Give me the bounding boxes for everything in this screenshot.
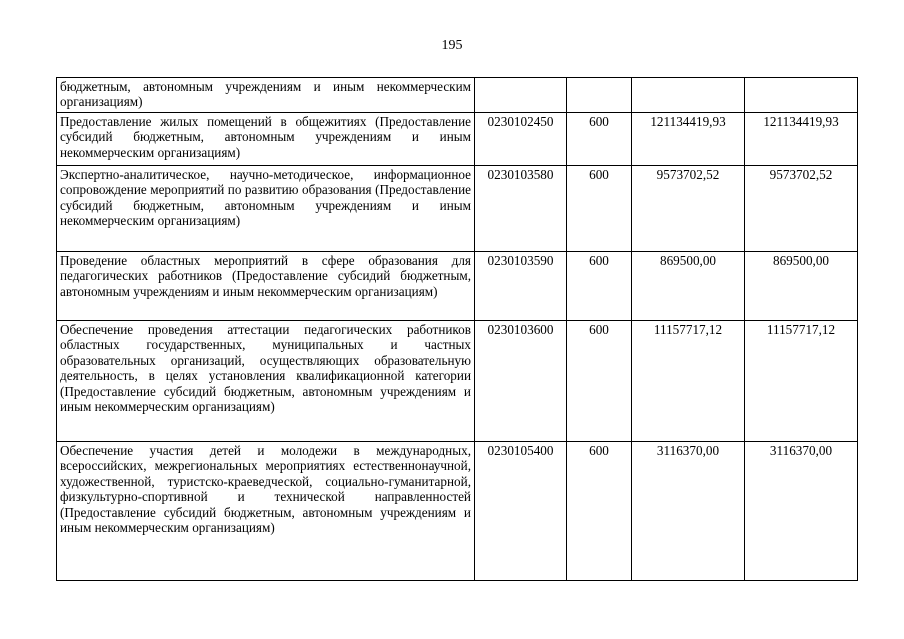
target-article-code: 0230103600: [475, 321, 567, 442]
amount-cell: 11157717,12: [632, 321, 745, 442]
target-article-code: 0230103590: [475, 252, 567, 321]
amount-cell: 121134419,93: [745, 113, 858, 166]
row-description: Экспертно-аналитическое, научно-методическое, информационное сопровождение мероприятий по развитию образования (Предоставление субсидий бюджетным, автономным учреждениям и иным некоммерческим организациям): [57, 166, 475, 252]
target-article-code: 0230103580: [475, 166, 567, 252]
amount-cell: [632, 78, 745, 113]
row-description: Предоставление жилых помещений в общежитиях (Предоставление субсидий бюджетным, автономным учреждениям и иным некоммерческим организациям): [57, 113, 475, 166]
amount-cell: 121134419,93: [632, 113, 745, 166]
amount-cell: 11157717,12: [745, 321, 858, 442]
expense-type-code: 600: [567, 113, 632, 166]
table-row: [57, 321, 858, 442]
expense-type-code: 600: [567, 321, 632, 442]
row-description: Обеспечение проведения аттестации педагогических работников областных государственных, муниципальных и частных образовательных организаций, осуществляющих образовательную деятельность, в целях установления квалификационной категории (Предоставление субсидий бюджетным, автономным учреждениям и иным некоммерческим организациям): [57, 321, 475, 442]
target-article-code: [475, 78, 567, 113]
table-row: [57, 442, 858, 581]
page-number: 195: [441, 38, 463, 53]
amount-cell: 3116370,00: [745, 442, 858, 581]
amount-cell: 9573702,52: [632, 166, 745, 252]
table-row: [57, 78, 858, 113]
row-description: Обеспечение участия детей и молодежи в международных, всероссийских, межрегиональных мероприятиях естественнонаучной, художественной, туристско-краеведческой, социально-гуманитарной, физкультурно-спортивной и технической направленностей (Предоставление субсидий бюджетным, автономным учреждениям и иным некоммерческим организациям): [57, 442, 475, 581]
budget-table: [56, 77, 858, 581]
row-description: бюджетным, автономным учреждениям и иным некоммерческим организациям): [57, 78, 475, 113]
expense-type-code: [567, 78, 632, 113]
target-article-code: 0230105400: [475, 442, 567, 581]
expense-type-code: 600: [567, 166, 632, 252]
table-row: [57, 166, 858, 252]
table-row: [57, 113, 858, 166]
expense-type-code: 600: [567, 252, 632, 321]
table-row: [57, 252, 858, 321]
amount-cell: 869500,00: [632, 252, 745, 321]
expense-type-code: 600: [567, 442, 632, 581]
amount-cell: [745, 78, 858, 113]
row-description: Проведение областных мероприятий в сфере образования для педагогических работников (Предоставление субсидий бюджетным, автономным учреждениям и иным некоммерческим организациям): [57, 252, 475, 321]
target-article-code: 0230102450: [475, 113, 567, 166]
amount-cell: 3116370,00: [632, 442, 745, 581]
amount-cell: 9573702,52: [745, 166, 858, 252]
amount-cell: 869500,00: [745, 252, 858, 321]
